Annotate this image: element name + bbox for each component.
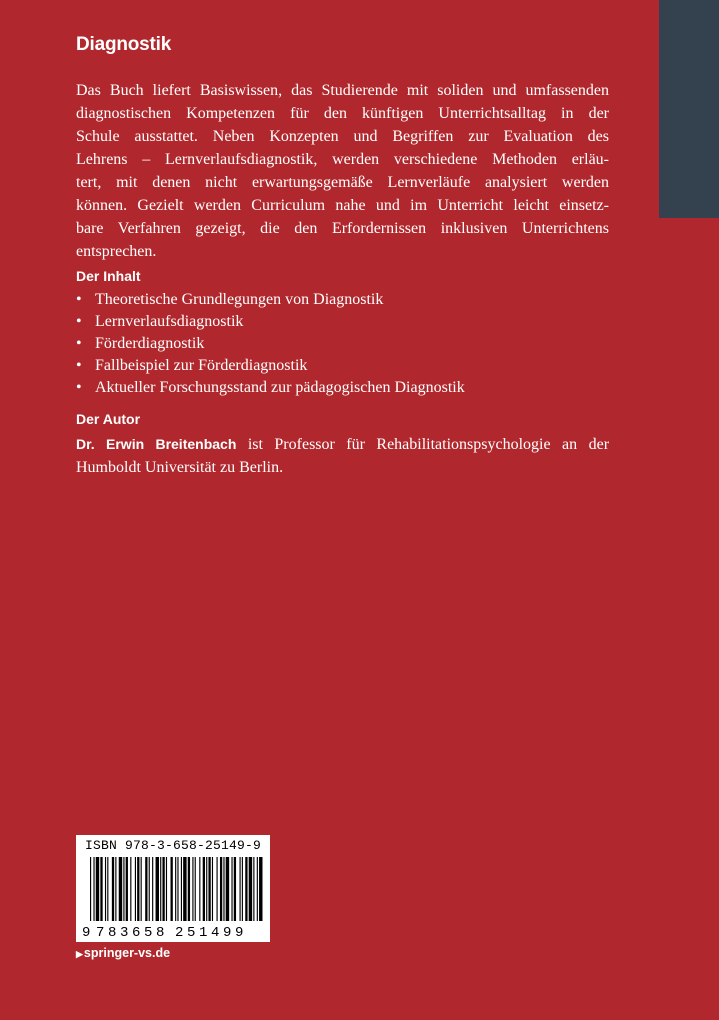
- book-title: Diagnostik: [76, 34, 172, 55]
- barcode-bar: [166, 857, 167, 921]
- description-line: entsprechen.: [76, 243, 157, 260]
- barcode-bar: [105, 857, 106, 921]
- barcode-bar: [126, 857, 128, 921]
- bullet-icon: •: [76, 357, 82, 374]
- book-description: [76, 79, 609, 263]
- barcode-digit: 9: [223, 925, 232, 941]
- barcode-bar: [181, 857, 182, 921]
- barcode-digit: 7: [96, 925, 105, 941]
- barcode-bar: [212, 857, 213, 921]
- author-heading: Der Autor: [76, 411, 141, 427]
- barcode-digit: 2: [175, 925, 184, 941]
- barcode-digit: 1: [199, 925, 208, 941]
- author-bio: [76, 433, 609, 479]
- author-bio-line: [76, 433, 609, 456]
- description-line: bare Verfahren gezeigt, die den Erfordernissen inklusiven Unterrichtens: [76, 220, 609, 237]
- barcode-bar: [145, 857, 147, 921]
- barcode-digit: 3: [120, 925, 129, 941]
- publisher-website[interactable]: [76, 946, 170, 960]
- barcode-bar: [203, 857, 205, 921]
- barcode-bar: [107, 857, 108, 921]
- barcode-bar: [123, 857, 124, 921]
- description-line: Lehrens – Lernverlaufsdiagnostik, werden verschiedene Methoden erläu-: [76, 151, 609, 168]
- barcode-bar: [96, 857, 99, 921]
- list-item: [76, 333, 465, 355]
- corner-color-block: [659, 0, 719, 218]
- barcode-bar: [112, 857, 114, 921]
- barcode-digit: 8: [108, 925, 117, 941]
- bullet-icon: •: [76, 379, 82, 396]
- barcode-bar: [90, 857, 91, 921]
- bullet-icon: •: [76, 335, 82, 352]
- description-line: können. Gezielt werden Curriculum nahe und im Unterricht leicht einsetz-: [76, 197, 609, 214]
- barcode-bar: [162, 857, 164, 921]
- barcode-bar: [234, 857, 236, 921]
- barcode-bar: [253, 857, 254, 921]
- author-name: Dr. Erwin Breitenbach: [76, 436, 237, 452]
- list-item-label: Fallbeispiel zur Förderdiagnostik: [95, 357, 308, 374]
- barcode-digit: 9: [235, 925, 244, 941]
- bullet-icon: •: [76, 313, 82, 330]
- barcode-bar: [141, 857, 142, 921]
- barcode-digit: 5: [144, 925, 153, 941]
- barcode-bar: [100, 857, 102, 921]
- author-bio-line: Humboldt Universität zu Berlin.: [76, 459, 284, 476]
- bullet-icon: •: [76, 291, 82, 308]
- barcode-bar: [249, 857, 252, 921]
- list-item-label: Förderdiagnostik: [95, 335, 205, 352]
- contents-list: [76, 289, 465, 399]
- barcode-bar: [152, 857, 153, 921]
- website-url: springer-vs.de: [83, 946, 171, 960]
- barcode-bar: [226, 857, 229, 921]
- barcode-bar: [177, 857, 178, 921]
- barcode-bar: [149, 857, 150, 921]
- list-item: [76, 289, 465, 311]
- barcode-bar: [245, 857, 247, 921]
- barcode-bar: [156, 857, 159, 921]
- barcode-bar: [208, 857, 210, 921]
- barcode-bar: [259, 857, 262, 921]
- barcode-bar: [206, 857, 207, 921]
- barcode-bar: [119, 857, 122, 921]
- barcode-bar: [240, 857, 241, 921]
- barcode-bar: [137, 857, 139, 921]
- barcode-bars: [76, 835, 270, 942]
- barcode-bar: [130, 857, 131, 921]
- barcode-bar: [199, 857, 200, 921]
- list-item-label: Lernverlaufsdiagnostik: [95, 313, 244, 330]
- barcode-bar: [171, 857, 173, 921]
- description-line: diagnostischen Kompetenzen für den künftigen Unterrichtsalltag in der: [76, 105, 609, 122]
- description-line: tert, mit denen nicht erwartungsgemäße Lernverläufe analysiert werden: [76, 174, 609, 191]
- barcode-bar: [188, 857, 190, 921]
- barcode-bar: [115, 857, 116, 921]
- barcode-bar: [217, 857, 218, 921]
- barcode-bar: [195, 857, 196, 921]
- barcode-bar: [93, 857, 94, 921]
- author-bio-rest: ist Professor für Rehabilitationspsychologie an der: [247, 436, 610, 453]
- barcode-bar: [242, 857, 243, 921]
- description-line: Schule ausstattet. Neben Konzepten und Begriffen zur Evaluation des: [76, 128, 609, 145]
- barcode-bar: [183, 857, 186, 921]
- list-item-label: Theoretische Grundlegungen von Diagnostik: [95, 291, 384, 308]
- barcode-bar: [175, 857, 176, 921]
- barcode-bar: [192, 857, 193, 921]
- list-item: [76, 311, 465, 333]
- list-item: [76, 377, 465, 399]
- isbn-number: ISBN 978-3-658-25149-9: [84, 838, 262, 853]
- barcode-digit: 6: [132, 925, 141, 941]
- barcode-bar: [231, 857, 232, 921]
- description-line: Das Buch liefert Basiswissen, das Studierende mit soliden und umfassenden: [76, 82, 609, 99]
- barcode-bar: [135, 857, 136, 921]
- barcode-bar: [220, 857, 222, 921]
- arrow-icon: ▶: [76, 949, 83, 959]
- barcode-digit: 5: [187, 925, 196, 941]
- barcode-bar: [257, 857, 258, 921]
- contents-heading: Der Inhalt: [76, 268, 141, 284]
- list-item-label: Aktueller Forschungsstand zur pädagogischen Diagnostik: [95, 379, 465, 396]
- barcode-digit: 9: [82, 925, 91, 941]
- isbn-barcode: [76, 835, 270, 942]
- barcode-bar: [160, 857, 161, 921]
- barcode-digit: 8: [156, 925, 165, 941]
- barcode-bar: [223, 857, 224, 921]
- barcode-digit: 4: [211, 925, 220, 941]
- list-item: [76, 355, 465, 377]
